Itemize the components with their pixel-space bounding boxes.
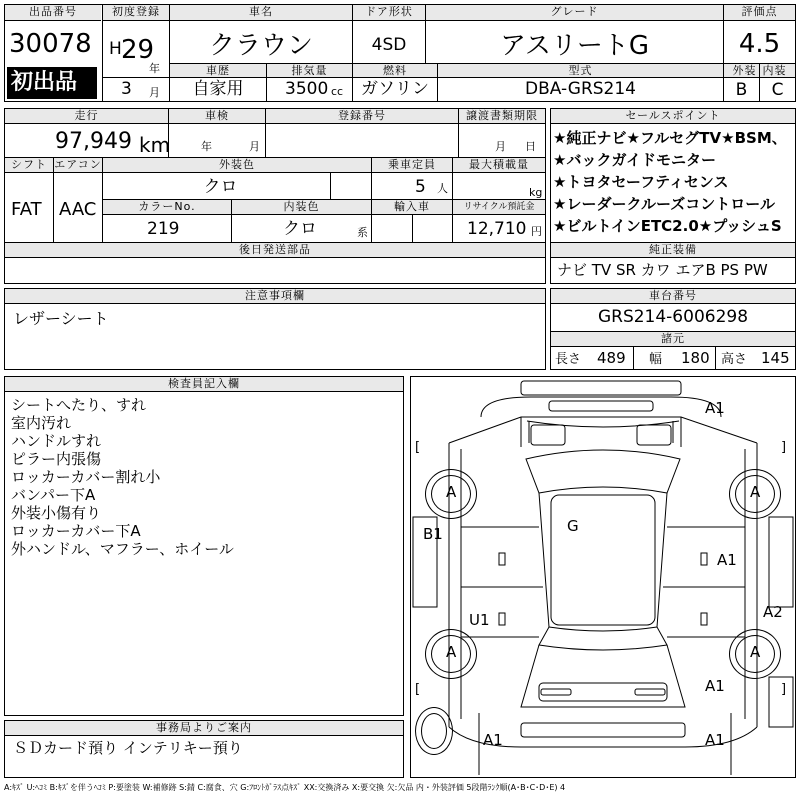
score-label: 評価点: [724, 5, 795, 21]
later-parts-label: 後日発送部品: [5, 243, 545, 258]
recycle-label: リサイクル預託金: [453, 200, 545, 215]
reg-year: 29: [121, 35, 155, 65]
mark-left-pillar: B1: [423, 525, 443, 543]
chassis-box: [550, 288, 796, 370]
recycle-unit: 円: [531, 225, 542, 238]
sales-point: ★ビルトインETC2.0★プッシュS: [553, 217, 782, 235]
bracket-left-bottom: [: [415, 682, 421, 697]
grade-label: グレード: [426, 5, 723, 21]
inspector-label: 検査員記入欄: [5, 377, 403, 392]
shift: FAT: [11, 199, 42, 220]
recycle: 12,710: [467, 219, 527, 239]
color-no: 219: [147, 219, 180, 239]
sales-point: ★純正ナビ★フルセグTV★BSM、: [553, 129, 787, 147]
mileage-label: 走行: [5, 109, 168, 124]
equipment-label: 純正装備: [551, 243, 795, 258]
insp-year-unit: 年: [201, 140, 212, 153]
fuel: ガソリン: [361, 79, 429, 99]
capacity-label: 乗車定員: [372, 158, 452, 173]
office-label: 事務局よりご案内: [5, 721, 403, 736]
reg-month: 3: [121, 79, 132, 99]
specs-label: 諸元: [551, 332, 795, 347]
insp-month-unit: 月: [249, 140, 260, 153]
inspector-note: シートへたり、すれ: [11, 396, 147, 414]
first-reg-label: 初度登録: [103, 5, 169, 21]
inspector-box: [4, 376, 404, 716]
color-no-label: カラーNo.: [103, 200, 231, 215]
displacement-unit: cc: [331, 85, 344, 98]
ac-label: エアコン: [54, 158, 102, 171]
chassis-number: GRS214-6006298: [597, 307, 749, 327]
mark-wheel-rr: A: [750, 643, 761, 661]
grade: アスリートG: [499, 31, 650, 61]
mark-wheel-fl: A: [446, 483, 457, 501]
office-text: ＳＤカード預り インテリキー預り: [13, 739, 243, 757]
int-color-unit: 系: [357, 226, 368, 239]
header-row: [4, 4, 796, 102]
bracket-right-bottom: ]: [781, 682, 787, 697]
interior-grade: C: [771, 80, 784, 100]
year-unit: 年: [149, 62, 160, 75]
month-unit: 月: [149, 86, 160, 99]
inspector-note: バンパー下A: [11, 486, 96, 504]
inspector-note: 外ハンドル、マフラー、ホイール: [11, 540, 234, 558]
model-code: DBA-GRS214: [525, 79, 636, 99]
load-unit: kg: [529, 186, 543, 199]
transfer-day-unit: 日: [525, 140, 536, 153]
mark-right-rear-panel: A2: [763, 603, 783, 621]
first-listing-text: 初出品: [11, 70, 78, 95]
overall-score: 4.5: [738, 29, 781, 59]
lot-number: 30078: [9, 29, 92, 59]
transfer-month-unit: 月: [495, 140, 506, 153]
inspector-note: 室内汚れ: [11, 414, 72, 432]
int-color-label: 内装色: [232, 200, 371, 215]
sales-points-label: セールスポイント: [551, 109, 795, 124]
mark-wheel-fr: A: [750, 483, 761, 501]
lot-number-cell: [5, 5, 101, 101]
car-name: クラウン: [208, 31, 313, 61]
equipment: ナビ TV SR カワ エアB PS PW: [557, 261, 768, 279]
sales-point: ★トヨタセーフティセンス: [553, 173, 729, 191]
vehicle-history: 自家用: [192, 79, 244, 99]
inspector-notes: [11, 396, 234, 558]
sales-point: ★バックガイドモニター: [553, 151, 716, 169]
displacement-label: 排気量: [267, 64, 352, 78]
shift-label: シフト: [5, 158, 53, 173]
history-label: 車歴: [170, 64, 266, 78]
displacement: 3500: [285, 79, 329, 99]
length: 489: [597, 349, 626, 367]
capacity-unit: 人: [437, 182, 448, 195]
mark-rear-bumper-right: A1: [705, 731, 725, 749]
inspector-note: ピラー内張傷: [11, 450, 102, 468]
ext-label: 外装: [732, 64, 757, 77]
office-box: [4, 720, 404, 778]
int-color: クロ: [283, 219, 317, 239]
caution-label: 注意事項欄: [5, 289, 545, 304]
chassis-label: 車台番号: [551, 289, 795, 304]
door-label: ドア形状: [353, 5, 425, 21]
mark-rear-bumper-left: A1: [483, 731, 503, 749]
first-listing-badge: [7, 67, 97, 99]
mark-rear-right: A1: [705, 677, 725, 695]
sales-point: ★レーダークルーズコントロール: [553, 195, 775, 213]
mileage-unit: km: [139, 133, 171, 157]
width: 180: [681, 349, 710, 367]
int-label: 内装: [762, 64, 787, 77]
caution-box: [4, 288, 546, 370]
bracket-right-top: ]: [781, 440, 787, 455]
sales-points-box: [550, 108, 796, 284]
inspector-note: ロッカーカバー割れ小: [11, 468, 161, 486]
model-label: 型式: [438, 64, 723, 78]
inspector-note: ロッカーカバー下A: [11, 522, 141, 540]
height-label: 高さ: [721, 352, 748, 367]
load-label: 最大積載量: [453, 158, 545, 173]
first-registration-cell: [103, 5, 169, 101]
mileage: 97,949: [55, 129, 132, 154]
import-label: 輸入車: [372, 200, 452, 215]
sales-points-list: [553, 127, 787, 237]
exterior-grade: B: [735, 80, 748, 100]
mark-front-bumper: A1: [705, 399, 725, 417]
inspector-note: 外装小傷有り: [11, 504, 102, 522]
inspection-label: 車検: [169, 109, 265, 124]
mark-left-rear-door: U1: [469, 611, 490, 629]
ext-color: クロ: [203, 177, 238, 197]
fuel-label: 燃料: [353, 64, 437, 78]
capacity: 5: [415, 177, 426, 197]
width-label: 幅: [649, 352, 663, 367]
car-outline-drawing: [411, 377, 795, 777]
bracket-left-top: [: [415, 440, 421, 455]
lot-number-label: 出品番号: [5, 5, 101, 21]
mark-wheel-rl: A: [446, 643, 457, 661]
height: 145: [761, 349, 790, 367]
car-name-label: 車名: [170, 5, 352, 21]
transfer-label: 譲渡書類期限: [459, 109, 545, 124]
legend: A:ｷｽﾞ U:ﾍｺﾐ B:ｷｽﾞを伴うﾍｺﾐ P:要塗装 W:補修跡 S:錆 C:腐食、穴 G:ﾌﾛﾝﾄｶﾞﾗｽ点ｷｽﾞ XX:交換済み X:要交換 欠:欠品 内・外装評価 5段階ﾗﾝｸ順(A･B･C･D･E) 4: [4, 783, 566, 792]
mark-roof-glass: G: [567, 517, 579, 535]
caution-text: レザーシート: [13, 309, 109, 328]
vehicle-details: [4, 108, 546, 284]
car-diagram: [410, 376, 796, 778]
inspector-note: ハンドルすれ: [11, 432, 102, 450]
door-type: 4SD: [371, 35, 407, 55]
ac: AAC: [59, 199, 97, 220]
ext-color-label: 外装色: [103, 158, 371, 173]
mark-right-door: A1: [717, 551, 737, 569]
length-label: 長さ: [555, 352, 582, 367]
reg-number-label: 登録番号: [266, 109, 458, 124]
era: H: [109, 39, 122, 59]
